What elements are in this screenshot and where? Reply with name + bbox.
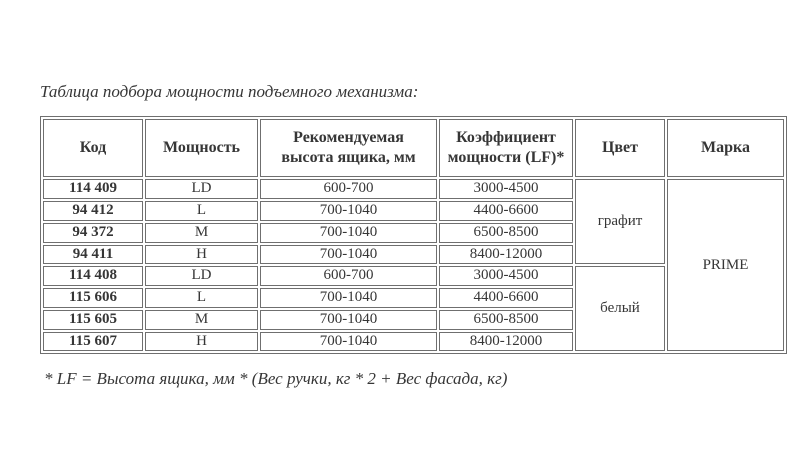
col-header-color: Цвет	[575, 119, 665, 177]
cell-lf: 3000-4500	[439, 266, 573, 286]
cell-lf: 6500-8500	[439, 223, 573, 243]
page-title: Таблица подбора мощности подъемного механизма:	[40, 82, 419, 101]
cell-code: 114 409	[43, 179, 143, 199]
cell-power: LD	[145, 266, 258, 286]
cell-code: 94 412	[43, 201, 143, 221]
content-area	[40, 82, 787, 390]
cell-power: M	[145, 223, 258, 243]
cell-height: 600-700	[260, 266, 437, 286]
cell-power: M	[145, 310, 258, 330]
cell-lf: 6500-8500	[439, 310, 573, 330]
cell-lf: 4400-6600	[439, 288, 573, 308]
cell-height: 700-1040	[260, 332, 437, 352]
cell-color-graphite: графит	[575, 179, 665, 264]
cell-height: 700-1040	[260, 201, 437, 221]
cell-power: H	[145, 245, 258, 265]
cell-code: 94 411	[43, 245, 143, 265]
col-header-lf: Коэффициент мощности (LF)*	[439, 119, 573, 177]
cell-code: 115 605	[43, 310, 143, 330]
cell-code: 114 408	[43, 266, 143, 286]
cell-lf: 8400-12000	[439, 245, 573, 265]
cell-height: 700-1040	[260, 245, 437, 265]
col-header-power: Мощность	[145, 119, 258, 177]
cell-power: L	[145, 201, 258, 221]
cell-code: 115 607	[43, 332, 143, 352]
cell-lf: 3000-4500	[439, 179, 573, 199]
cell-power: L	[145, 288, 258, 308]
cell-height: 600-700	[260, 179, 437, 199]
col-header-code: Код	[43, 119, 143, 177]
cell-power: LD	[145, 179, 258, 199]
col-header-height: Рекомендуемая высота ящика, мм	[260, 119, 437, 177]
cell-power: H	[145, 332, 258, 352]
cell-lf: 4400-6600	[439, 201, 573, 221]
col-header-brand: Марка	[667, 119, 784, 177]
cell-code: 94 372	[43, 223, 143, 243]
cell-color-white: белый	[575, 266, 665, 351]
cell-lf: 8400-12000	[439, 332, 573, 352]
cell-height: 700-1040	[260, 288, 437, 308]
cell-brand: PRIME	[667, 179, 784, 351]
power-selection-table	[40, 116, 787, 354]
cell-code: 115 606	[43, 288, 143, 308]
table-row	[43, 179, 784, 199]
cell-height: 700-1040	[260, 310, 437, 330]
header-row	[43, 119, 784, 177]
cell-height: 700-1040	[260, 223, 437, 243]
footnote: * LF = Высота ящика, мм * (Вес ручки, кг * 2 + Вес фасада, кг)	[44, 369, 508, 389]
